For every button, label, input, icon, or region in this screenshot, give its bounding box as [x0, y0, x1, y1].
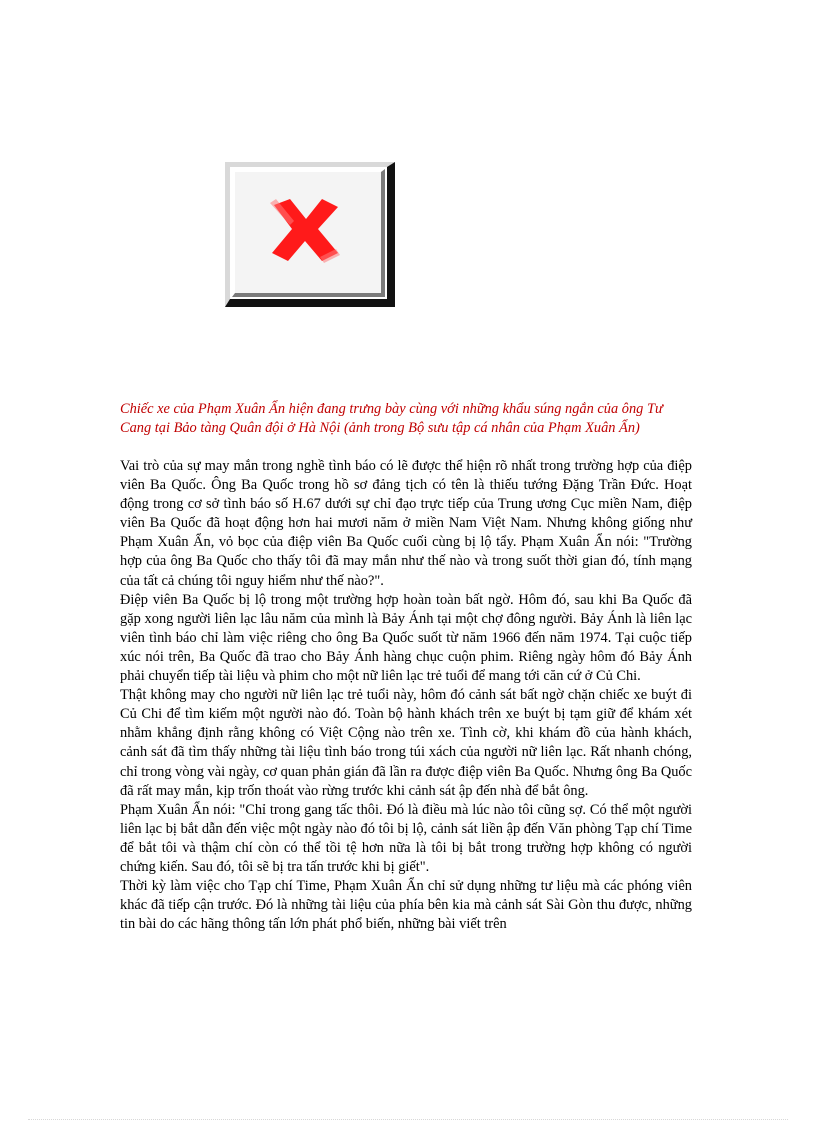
paragraph: Điệp viên Ba Quốc bị lộ trong một trường hợp hoàn toàn bất ngờ. Hôm đó, sau khi Ba Quốc đã gặp xong người liên lạc lâu năm của mình là Bảy Ánh tại một chợ đông người. Bảy Ánh là liên lạc viên tình báo chỉ làm việc riêng cho ông Ba Quốc suốt từ năm 1966 đến năm 1974. Tại cuộc tiếp xúc nói trên, Ba Quốc đã trao cho Bảy Ánh hàng chục cuộn phim. Riêng ngày hôm đó Bảy Ánh phải chuyển tiếp tài liệu và phim cho một nữ liên lạc trẻ tuổi để mang tới căn cứ ở Củ Chi. [120, 591, 692, 685]
paragraph: Thời kỳ làm việc cho Tạp chí Time, Phạm Xuân Ẩn chỉ sử dụng những tư liệu mà các phóng viên khác đã tiếp cận trước. Đó là những tài liệu của phía bên kia mà cảnh sát Sài Gòn thu được, những tin bài do các hãng thông tấn lớn phát phổ biến, những bài viết trên [120, 878, 692, 933]
paragraph: Phạm Xuân Ẩn nói: "Chỉ trong gang tấc thôi. Đó là điều mà lúc nào tôi cũng sợ. Có thể một người liên lạc bị bắt dẫn đến việc một ngày nào đó tôi bị lộ, cảnh sát liền ập đến Văn phòng Tạp chí Time để bắt tôi và thậm chí còn có thể tồi tệ hơn nữa là tôi bị bắt trong trường hợp không có người chứng kiến. Sau đó, tôi sẽ bị tra tấn trước khi bị giết". [120, 801, 692, 875]
broken-image-frame [232, 169, 385, 297]
page-bottom-rule [28, 1119, 788, 1120]
image-caption: Chiếc xe của Phạm Xuân Ẩn hiện đang trưng bày cùng với những khẩu súng ngắn của ông Tư Cang tại Bảo tàng Quân đội ở Hà Nội (ảnh trong Bộ sưu tập cá nhân của Phạm Xuân Ẩn) [120, 401, 663, 436]
broken-image-placeholder [225, 162, 395, 307]
paragraph: Vai trò của sự may mắn trong nghề tình báo có lẽ được thể hiện rõ nhất trong trường hợp của điệp viên Ba Quốc. Ông Ba Quốc trong hồ sơ đảng tịch có tên là thiếu tướng Đặng Trần Đức. Hoạt động trong cơ sở tình báo số H.67 dưới sự chỉ đạo trực tiếp của Trung ương Cục miền Nam, điệp viên Ba Quốc đã hoạt động hơn hai mươi năm ở miền Nam Việt Nam. Nhưng không giống như Phạm Xuân Ẩn, vỏ bọc của điệp viên Ba Quốc cuối cùng bị lộ tẩy. Phạm Xuân Ẩn nói: "Trường hợp của ông Ba Quốc cho thấy tôi đã may mắn như thế nào và trong suốt thời gian đó, tính mạng của tất cả chúng tôi nguy hiểm như thế nào?". [120, 458, 692, 589]
paragraph: Thật không may cho người nữ liên lạc trẻ tuổi này, hôm đó cảnh sát bất ngờ chặn chiếc xe buýt đi Củ Chi để tìm kiếm một người nào đó. Toàn bộ hành khách trên xe buýt bị tạm giữ để khám xét nhằm khẳng định rằng không có Việt Cộng nào trên xe. Tình cờ, khi khám đồ của hành khách, cảnh sát đã tìm thấy những tài liệu tình báo trong túi xách của người nữ liên lạc. Rất nhanh chóng, chỉ trong vòng vài ngày, cơ quan phản gián đã lần ra được điệp viên Ba Quốc. Nhưng ông Ba Quốc đã rất may mắn, kịp trốn thoát vào rừng trước khi cảnh sát ập đến nhà để bắt ông. [120, 687, 692, 799]
broken-image-x-icon [270, 195, 340, 265]
article-body [120, 457, 692, 934]
